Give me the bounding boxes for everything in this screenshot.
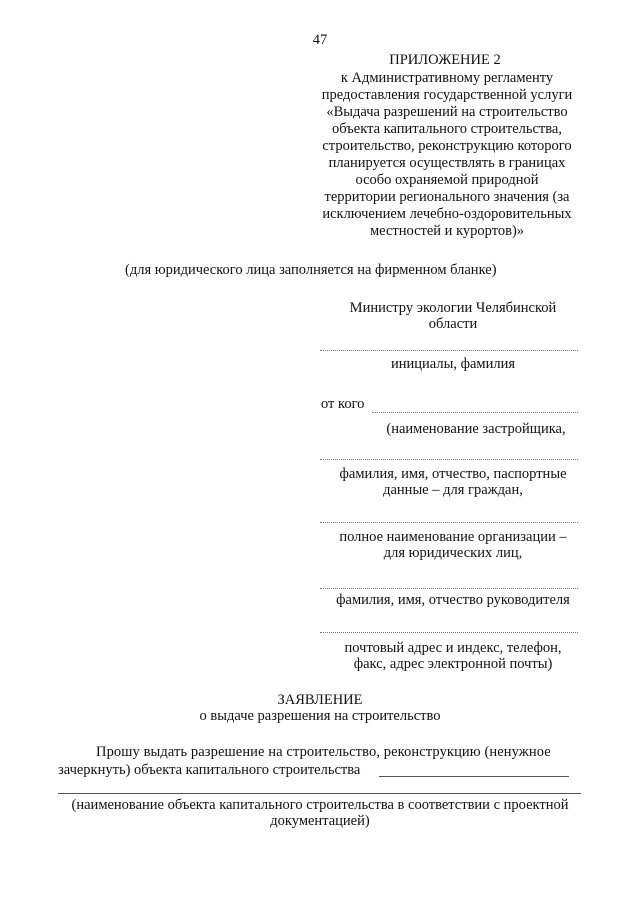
page-number: 47 [312, 32, 328, 48]
appendix-line: объекта капитального строительства, [332, 121, 562, 137]
appendix-line: планируется осуществлять в границах [328, 155, 566, 171]
from-contacts-field[interactable] [320, 632, 578, 633]
from-hint-1: (наименование застройщика, [386, 421, 566, 437]
appendix-line: особо охраняемой природной [355, 172, 539, 188]
appendix-line: местностей и курортов)» [369, 223, 525, 239]
statement-body-line-2: зачеркнуть) объекта капитального строительства [58, 762, 361, 778]
addressee-line-1: Министру экологии Челябинской [349, 300, 557, 316]
appendix-title: ПРИЛОЖЕНИЕ 2 [389, 52, 501, 68]
appendix-line: предоставления государственной услуги [321, 87, 573, 103]
appendix-line: «Выдача разрешений на строительство [326, 104, 568, 120]
object-name-field-continued[interactable] [58, 793, 581, 794]
appendix-line: исключением лечебно-оздоровительных [322, 206, 572, 222]
from-hint-5a: почтовый адрес и индекс, телефон, [344, 640, 562, 656]
statement-subtitle: о выдаче разрешения на строительство [199, 708, 441, 724]
letterhead-note: (для юридического лица заполняется на фирменном бланке) [125, 262, 497, 278]
appendix-line: к Административному регламенту [340, 70, 554, 86]
addressee-hint: инициалы, фамилия [390, 356, 516, 372]
object-name-hint-b: документацией) [270, 813, 370, 829]
from-label: от кого [321, 396, 365, 412]
addressee-name-field[interactable] [320, 350, 578, 351]
appendix-text [302, 70, 592, 240]
object-name-hint-a: (наименование объекта капитального строительства в соответствии с проектной [71, 797, 569, 813]
appendix-line: территории регионального значения (за [324, 189, 570, 205]
from-hint-4: фамилия, имя, отчество руководителя [336, 592, 570, 608]
object-name-field[interactable] [379, 776, 569, 777]
appendix-line: строительство, реконструкцию которого [322, 138, 572, 154]
statement-body-line-1: Прошу выдать разрешение на строительство, реконструкцию (ненужное [96, 744, 551, 760]
from-head-field[interactable] [320, 588, 578, 589]
from-hint-2b: данные – для граждан, [383, 482, 523, 498]
from-organization-field[interactable] [320, 522, 578, 523]
from-citizen-field[interactable] [320, 459, 578, 460]
from-hint-2a: фамилия, имя, отчество, паспортные [339, 466, 567, 482]
addressee-line-2: области [428, 316, 478, 332]
statement-title: ЗАЯВЛЕНИЕ [277, 692, 363, 708]
from-applicant-field[interactable] [372, 412, 578, 413]
from-hint-3b: для юридических лиц, [383, 545, 523, 561]
from-hint-3a: полное наименование организации – [339, 529, 567, 545]
from-hint-5b: факс, адрес электронной почты) [353, 656, 553, 672]
